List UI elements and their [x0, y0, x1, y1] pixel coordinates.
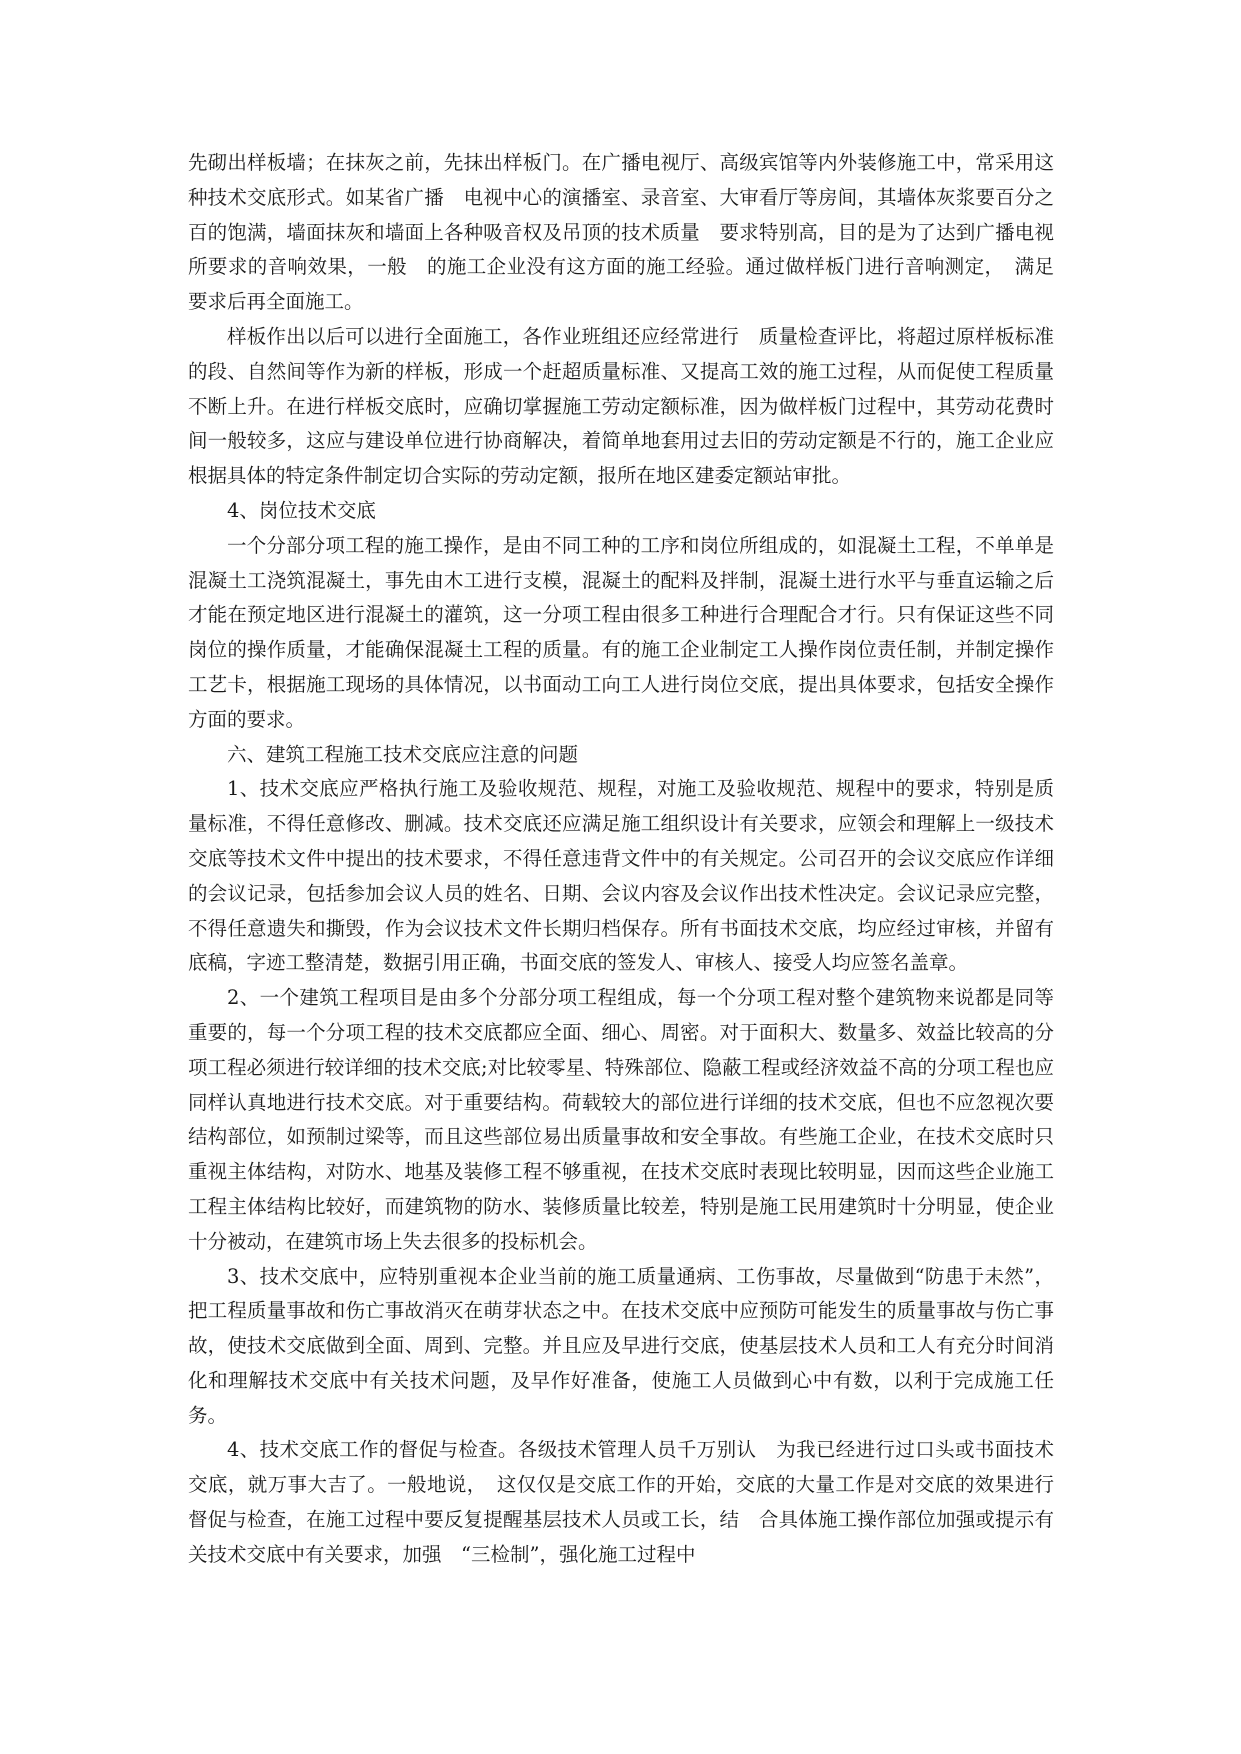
paragraph-point-2: 2、一个建筑工程项目是由多个分部分项工程组成，每一个分项工程对整个建筑物来说都是同等重要的，每一个分项工程的技术交底都应全面、细心、周密。对于面积大、数量多、效益比较高的分项工程必须进行较详细的技术交底;对比较零星、特殊部位、隐蔽工程或经济效益不高的分项工程也应同样认真地进行技术交底。对于重要结构。荷载较大的部位进行详细的技术交底，但也不应忽视次要结构部位，如预制过梁等，而且这些部位易出质量事故和安全事故。有些施工企业，在技术交底时只重视主体结构，对防水、地基及装修工程不够重视，在技术交底时表现比较明显，因而这些企业施工工程主体结构比较好，而建筑物的防水、装修质量比较差，特别是施工民用建筑时十分明显，使企业十分被动，在建筑市场上失去很多的投标机会。	[188, 986, 1054, 1253]
section-heading-six: 六、建筑工程施工技术交底应注意的问题	[227, 742, 579, 766]
paragraph-point-1: 1、技术交底应严格执行施工及验收规范、规程，对施工及验收规范、规程中的要求，特别是质量标准，不得任意修改、删减。技术交底还应满足施工组织设计有关要求，应领会和理解上一级技术交底等技术文件中提出的技术要求，不得任意违背文件中的有关规定。公司召开的会议交底应作详细的会议记录，包括参加会议人员的姓名、日期、会议内容及会议作出技术性决定。会议记录应完整，不得任意遗失和撕毁，作为会议技术文件长期归档保存。所有书面技术交底，均应经过审核，并留有底稿，字迹工整清楚，数据引用正确，书面交底的签发人、审核人、接受人均应签名盖章。	[188, 777, 1054, 975]
paragraph-post-briefing: 一个分部分项工程的施工操作，是由不同工种的工序和岗位所组成的，如混凝土工程，不单单是混凝土工浇筑混凝土，事先由木工进行支模，混凝土的配料及拌制，混凝土进行水平与垂直运输之后才能在预定地区进行混凝土的灌筑，这一分项工程由很多工种进行合理配合才行。只有保证这些不同岗位的操作质量，才能确保混凝土工程的质量。有的施工企业制定工人操作岗位责任制，并制定操作工艺卡，根据施工现场的具体情况，以书面动工向工人进行岗位交底，提出具体要求，包括安全操作方面的要求。	[188, 533, 1054, 731]
document-body	[188, 146, 1074, 1573]
heading-post-technical-briefing: 4、岗位技术交底	[227, 498, 376, 522]
paragraph-sample-construction: 样板作出以后可以进行全面施工，各作业班组还应经常进行 质量检查评比，将超过原样板标准的段、自然间等作为新的样板，形成一个赶超质量标准、又提高工效的施工过程，从而促使工程质量不断上升。在进行样板交底时，应确切掌握施工劳动定额标准，因为做样板门过程中，其劳动花费时间一般较多，这应与建设单位进行协商解决，着简单地套用过去旧的劳动定额是不行的，施工企业应根据具体的特定条件制定切合实际的劳动定额，报所在地区建委定额站审批。	[188, 324, 1054, 488]
paragraph-sample-wall-continuation: 先砌出样板墙；在抹灰之前，先抹出样板门。在广播电视厅、高级宾馆等内外装修施工中，常采用这种技术交底形式。如某省广播 电视中心的演播室、录音室、大审看厅等房间，其墙体灰浆要百分之百的饱满，墙面抹灰和墙面上各种吸音权及吊顶的技术质量 要求特别高，目的是为了达到广播电视所要求的音响效果，一般 的施工企业没有这方面的施工经验。通过做样板门进行音响测定， 满足要求后再全面施工。	[188, 151, 1054, 314]
paragraph-point-4: 4、技术交底工作的督促与检查。各级技术管理人员千万别认 为我已经进行过口头或书面技术交底，就万事大吉了。一般地说， 这仅仅是交底工作的开始，交底的大量工作是对交底的效果进行 督促与检查，在施工过程中要反复提醒基层技术人员或工长，结 合具体施工操作部位加强或提示有关技术交底中有关要求，加强 “三检制”，强化施工过程中	[188, 1438, 1074, 1566]
paragraph-point-3: 3、技术交底中，应特别重视本企业当前的施工质量通病、工伤事故，尽量做到“防患于未然”，把工程质量事故和伤亡事故消灭在萌芽状态之中。在技术交底中应预防可能发生的质量事故与伤亡事故，使技术交底做到全面、周到、完整。并且应及早进行交底，使基层技术人员和工人有充分时间消化和理解技术交底中有关技术问题，及早作好准备，使施工人员做到心中有数，以利于完成施工任务。	[188, 1264, 1054, 1427]
